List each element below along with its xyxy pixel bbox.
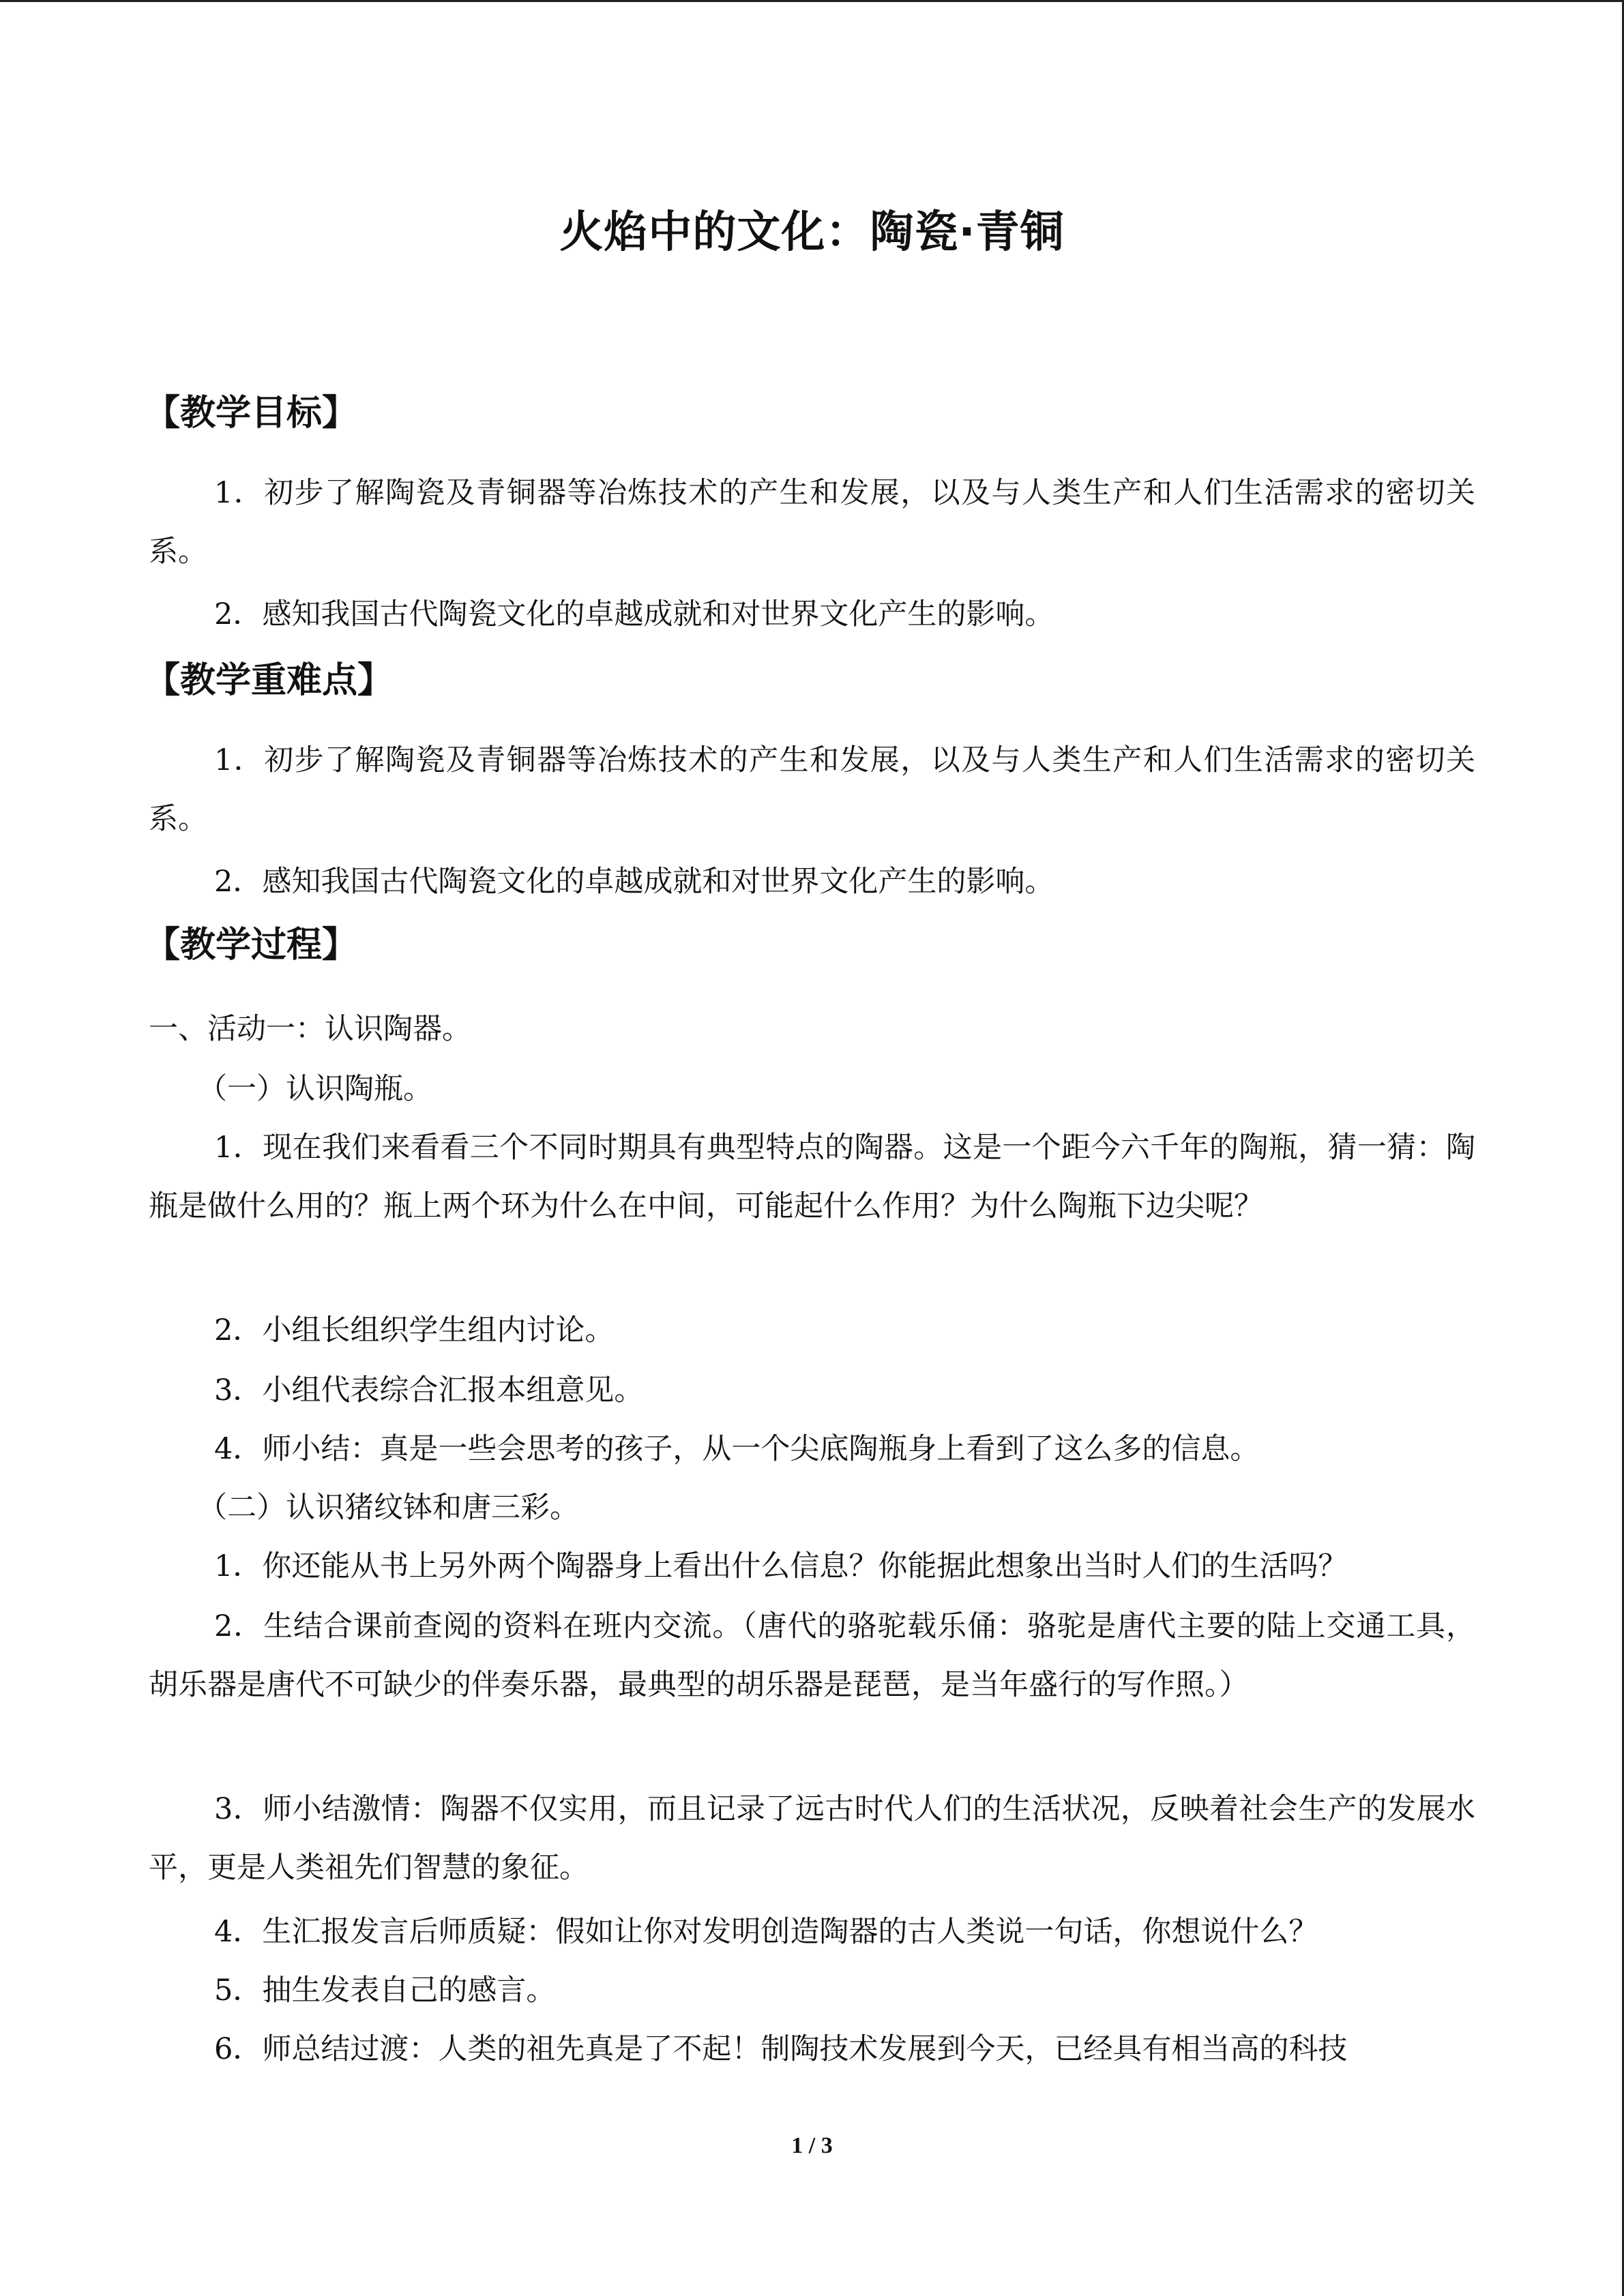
subsection-2-heading: （二）认识猪纹钵和唐三彩。 (198, 1491, 579, 1525)
subsection-1-heading: （一）认识陶瓶。 (198, 1072, 432, 1106)
subsection-2-item-5: 5．抽生发表自己的感言。 (214, 1973, 556, 2008)
page-border-top (0, 0, 1624, 2)
keypoints-paragraph-2: 2．感知我国古代陶瓷文化的卓越成就和对世界文化产生的影响。 (214, 865, 1054, 899)
heading-teaching-goals: 【教学目标】 (145, 393, 358, 434)
goals-paragraph-1: 1．初步了解陶瓷及青铜器等冶炼技术的产生和发展，以及与人类生产和人们生活需求的密切关系。 (149, 476, 1475, 569)
heading-teaching-process: 【教学过程】 (145, 925, 358, 966)
heading-key-difficult-points: 【教学重难点】 (145, 660, 394, 701)
page-number: 1 / 3 (791, 2133, 833, 2158)
subsection-1-item-2: 2．小组长组织学生组内讨论。 (214, 1313, 615, 1347)
keypoints-paragraph-1: 1．初步了解陶瓷及青铜器等冶炼技术的产生和发展，以及与人类生产和人们生活需求的密切关系。 (149, 743, 1475, 836)
subsection-2-item-2: 2．生结合课前查阅的资料在班内交流。（唐代的骆驼载乐俑：骆驼是唐代主要的陆上交通工具，胡乐器是唐代不可缺少的伴奏乐器，最典型的胡乐器是琵琶，是当年盛行的写作照。） (149, 1609, 1475, 1702)
activity-1-heading: 一、活动一：认识陶器。 (149, 1012, 471, 1046)
subsection-1-item-1: 1．现在我们来看看三个不同时期具有典型特点的陶器。这是一个距今六千年的陶瓶，猜一猜：陶瓶是做什么用的？瓶上两个环为什么在中间，可能起什么作用？为什么陶瓶下边尖呢？ (149, 1131, 1475, 1223)
goals-paragraph-2: 2．感知我国古代陶瓷文化的卓越成就和对世界文化产生的影响。 (214, 597, 1054, 631)
document-title: 火焰中的文化：陶瓷·青铜 (559, 207, 1065, 258)
subsection-1-item-3: 3．小组代表综合汇报本组意见。 (214, 1373, 644, 1407)
subsection-2-item-1: 1．你还能从书上另外两个陶器身上看出什么信息？你能据此想象出当时人们的生活吗？ (214, 1549, 1348, 1583)
subsection-2-item-4: 4．生汇报发言后师质疑：假如让你对发明创造陶器的古人类说一句话，你想说什么？ (214, 1915, 1318, 1949)
subsection-2-item-6: 6．师总结过渡：人类的祖先真是了不起！制陶技术发展到今天，已经具有相当高的科技 (214, 2032, 1348, 2066)
subsection-1-item-4: 4．师小结：真是一些会思考的孩子，从一个尖底陶瓶身上看到了这么多的信息。 (214, 1432, 1260, 1466)
subsection-2-item-3: 3．师小结激情：陶器不仅实用，而且记录了远古时代人们的生活状况，反映着社会生产的发展水平，更是人类祖先们智慧的象征。 (149, 1792, 1475, 1885)
